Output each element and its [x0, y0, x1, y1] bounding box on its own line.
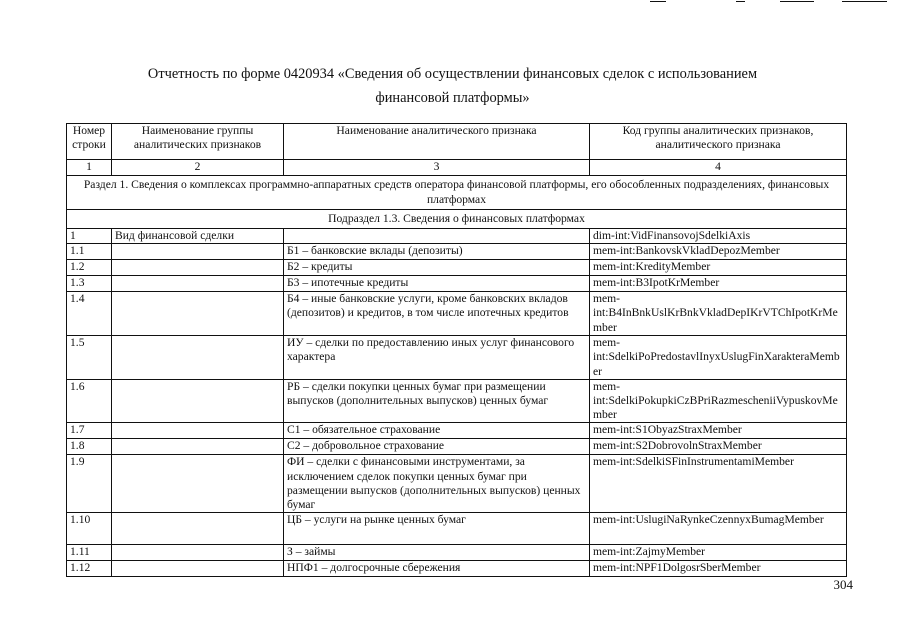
- group-name: [112, 244, 284, 260]
- feature-code: dim-int:VidFinansovojSdelkiAxis: [590, 229, 847, 244]
- table-row: [67, 292, 847, 336]
- row-number: 1.5: [67, 336, 112, 380]
- feature-code: mem-int:S1ObyazStraxMember: [590, 423, 847, 439]
- title-line-1: Отчетность по форме 0420934 «Сведения об осуществлении финансовых сделок с использованием: [147, 66, 758, 82]
- feature-name: С2 – добровольное страхование: [284, 439, 590, 455]
- row-number: 1: [67, 229, 112, 244]
- feature-code: mem-int:ZajmyMember: [590, 545, 847, 561]
- header-rule: [736, 1, 745, 2]
- header-cell: Наименование аналитического признака: [284, 124, 590, 160]
- feature-code: mem-int:BankovskVkladDepozMember: [590, 244, 847, 260]
- group-name: [112, 276, 284, 292]
- row-number: 1.6: [67, 379, 112, 423]
- feature-name: ФИ – сделки с финансовыми инструментами, за исключением сделок покупки ценных бумаг при размещении выпусков (дополнительных выпусков) ценных бумаг: [284, 455, 590, 513]
- feature-name: РБ – сделки покупки ценных бумаг при размещении выпусков (дополнительных выпусков) ценных бумаг: [284, 379, 590, 423]
- group-name: [112, 545, 284, 561]
- row-number: 1.2: [67, 260, 112, 276]
- table-header-row: [67, 124, 847, 160]
- row-number: 1.10: [67, 513, 112, 545]
- table-row: [67, 455, 847, 513]
- row-number: 1.4: [67, 292, 112, 336]
- feature-name: Б2 – кредиты: [284, 260, 590, 276]
- feature-code: mem-int:SdelkiPoPredostavlInyxUslugFinXarakteraMember: [590, 336, 847, 380]
- column-number: 4: [590, 160, 847, 176]
- row-number: 1.11: [67, 545, 112, 561]
- header-rule: [650, 1, 666, 2]
- group-name: [112, 292, 284, 336]
- feature-name: З – займы: [284, 545, 590, 561]
- group-name: [112, 561, 284, 577]
- feature-code: mem-int:B4InBnkUslKrBnkVkladDepIKrVTChIpotKrMember: [590, 292, 847, 336]
- group-name: [112, 513, 284, 545]
- group-name: [112, 455, 284, 513]
- header-cell: Код группы аналитических признаков, аналитического признака: [590, 124, 847, 160]
- feature-name: С1 – обязательное страхование: [284, 423, 590, 439]
- row-number: 1.3: [67, 276, 112, 292]
- subsection-row: [67, 210, 847, 229]
- feature-code: mem-int:S2DobrovolnStraxMember: [590, 439, 847, 455]
- header-rule: [780, 1, 814, 2]
- row-number: 1.1: [67, 244, 112, 260]
- page-number: 304: [833, 577, 853, 592]
- row-number: 1.7: [67, 423, 112, 439]
- table-row: [67, 513, 847, 545]
- group-name: [112, 439, 284, 455]
- group-name: [112, 260, 284, 276]
- section-row: [67, 176, 847, 210]
- row-number: 1.8: [67, 439, 112, 455]
- group-name: [112, 379, 284, 423]
- table-row: [67, 545, 847, 561]
- feature-name: ЦБ – услуги на рынке ценных бумаг: [284, 513, 590, 545]
- column-number: 1: [67, 160, 112, 176]
- column-number: 2: [112, 160, 284, 176]
- report-form-table: [66, 123, 847, 577]
- section-title: Раздел 1. Сведения о комплексах программно-аппаратных средств оператора финансовой платформы, его обособленных подразделениях, финансовых платформах: [67, 176, 847, 210]
- table-row: [67, 276, 847, 292]
- column-number: 3: [284, 160, 590, 176]
- feature-name: [284, 229, 590, 244]
- group-name: [112, 423, 284, 439]
- table-row: [67, 229, 847, 244]
- table-row: [67, 561, 847, 577]
- table-row: [67, 336, 847, 380]
- group-name: [112, 336, 284, 380]
- feature-code: mem-int:KredityMember: [590, 260, 847, 276]
- document-title: [60, 62, 845, 110]
- table-row: [67, 379, 847, 423]
- row-number: 1.9: [67, 455, 112, 513]
- title-line-2: финансовой платформы»: [375, 90, 530, 106]
- feature-code: mem-int:SdelkiSFinInstrumentamiMember: [590, 455, 847, 513]
- column-numbers-row: [67, 160, 847, 176]
- feature-name: Б4 – иные банковские услуги, кроме банковских вкладов (депозитов) и кредитов, в том числе ипотечных кредитов: [284, 292, 590, 336]
- header-rule: [842, 1, 887, 2]
- feature-name: НПФ1 – долгосрочные сбережения: [284, 561, 590, 577]
- feature-name: Б3 – ипотечные кредиты: [284, 276, 590, 292]
- header-cell: Наименование группы аналитических признаков: [112, 124, 284, 160]
- group-name: Вид финансовой сделки: [112, 229, 284, 244]
- feature-code: mem-int:UslugiNaRynkeCzennyxBumagMember: [590, 513, 847, 545]
- feature-name: ИУ – сделки по предоставлению иных услуг финансового характера: [284, 336, 590, 380]
- table-row: [67, 244, 847, 260]
- feature-name: Б1 – банковские вклады (депозиты): [284, 244, 590, 260]
- row-number: 1.12: [67, 561, 112, 577]
- header-cell: Номер строки: [67, 124, 112, 160]
- feature-code: mem-int:SdelkiPokupkiCzBPriRazmescheniiVypuskovMember: [590, 379, 847, 423]
- feature-code: mem-int:NPF1DolgosrSberMember: [590, 561, 847, 577]
- subsection-title: Подраздел 1.3. Сведения о финансовых платформах: [67, 210, 847, 229]
- table-row: [67, 439, 847, 455]
- feature-code: mem-int:B3IpotKrMember: [590, 276, 847, 292]
- table-row: [67, 423, 847, 439]
- table-row: [67, 260, 847, 276]
